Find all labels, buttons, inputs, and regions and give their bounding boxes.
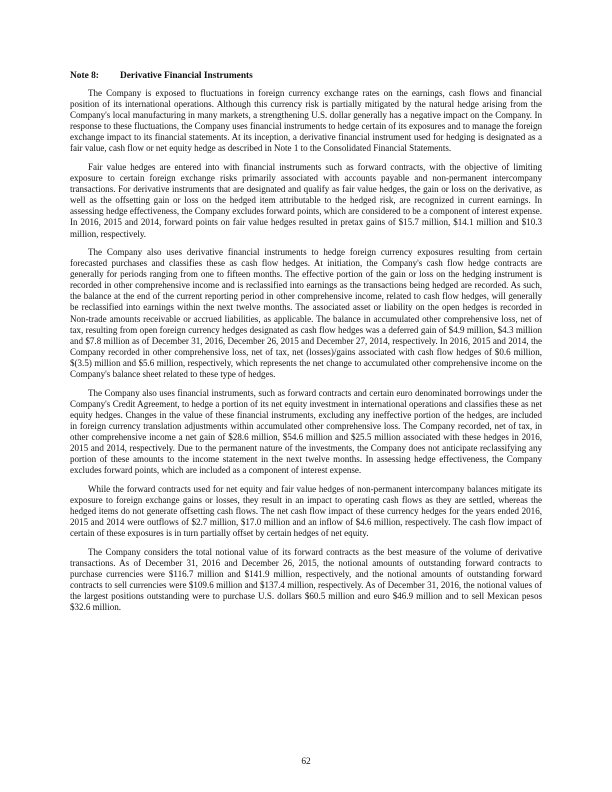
note-title: Derivative Financial Instruments	[120, 71, 253, 81]
paragraph-cash-flow-impact: While the forward contracts used for net equity and fair value hedges of non-permanent intercompany balances mitigate its exposure to foreign exchange gains or losses, they result in an impact to operating cash flows as they are settled, whereas the hedged items do not generate offsetting cash flows. The net cash flow impact of these currency hedges for the years ended 2016, 2015 and 2014 were outflows of $2.7 million, $17.0 million and an inflow of $4.6 million, respectively. The cash flow impact of certain of these exposures is in turn partially offset by certain hedges of net equity.	[70, 483, 542, 539]
note-number: Note 8:	[70, 71, 99, 81]
page-number: 62	[301, 757, 311, 767]
paragraph-net-equity-hedges: The Company also uses financial instruments, such as forward contracts and certain euro denominated borrowings under the Company's Credit Agreement, to hedge a portion of its net equity investment in international operations and classifies these as net equity hedges. Changes in the value of these financial instruments, excluding any ineffective portion of the hedges, are included in foreign currency translation adjustments within accumulated other comprehensive loss. The Company recorded, net of tax, in other comprehensive income a net gain of $28.6 million, $54.6 million and $25.5 million associated with these hedges in 2016, 2015 and 2014, respectively. Due to the permanent nature of the investments, the Company does not anticipate reclassifying any portion of these amounts to the income statement in the next twelve months. In assessing hedge effectiveness, the Company excludes forward points, which are included as a component of interest expense.	[70, 387, 542, 476]
paragraph-fair-value-hedges: Fair value hedges are entered into with financial instruments such as forward contracts, with the objective of limiting exposure to certain foreign exchange risks primarily associated with accounts payable and non-permanent intercompany transactions. For derivative instruments that are designated and qualify as fair value hedges, the gain or loss on the derivative, as well as the offsetting gain or loss on the hedged item attributable to the hedged risk, are recognized in current earnings. In assessing hedge effectiveness, the Company excludes forward points, which are considered to be a component of interest expense. In 2016, 2015 and 2014, forward points on fair value hedges resulted in pretax gains of $15.7 million, $14.1 million and $10.3 million, respectively.	[70, 161, 542, 239]
note-heading	[70, 70, 542, 82]
paragraph-cash-flow-hedges: The Company also uses derivative financial instruments to hedge foreign currency exposures resulting from certain forecasted purchases and classifies these as cash flow hedges. At initiation, the Company's cash flow hedge contracts are generally for periods ranging from one to fifteen months. The effective portion of the gain or loss on the hedging instrument is recorded in other comprehensive income and is reclassified into earnings as the transactions being hedged are recorded. As such, the balance at the end of the current reporting period in other comprehensive income, related to cash flow hedges, will generally be reclassified into earnings within the next twelve months. The associated asset or liability on the open hedges is recorded in Non-trade amounts receivable or accrued liabilities, as applicable. The balance in accumulated other comprehensive loss, net of tax, resulting from open foreign currency hedges designated as cash flow hedges was a deferred gain of $4.9 million, $4.3 million and $7.8 million as of December 31, 2016, December 26, 2015 and December 27, 2014, respectively. In 2016, 2015 and 2014, the Company recorded in other comprehensive loss, net of tax, net (losses)/gains associated with cash flow hedges of $0.6 million, $(3.5) million and $5.6 million, respectively, which represents the net change to accumulated other comprehensive income on the Company's balance sheet related to these type of hedges.	[70, 247, 542, 380]
paragraph-notional-value: The Company considers the total notional value of its forward contracts as the best measure of the volume of derivative transactions. As of December 31, 2016 and December 26, 2015, the notional amounts of outstanding forward contracts to purchase currencies were $116.7 million and $141.9 million, respectively, and the notional amounts of outstanding forward contracts to sell currencies were $109.6 million and $137.4 million, respectively. As of December 31, 2016, the notional values of the largest positions outstanding were to purchase U.S. dollars $60.5 million and euro $46.9 million and to sell Mexican pesos $32.6 million.	[70, 546, 542, 612]
document-page	[70, 70, 542, 620]
paragraph-overview: The Company is exposed to fluctuations in foreign currency exchange rates on the earnings, cash flows and financial position of its international operations. Although this currency risk is partially mitigated by the natural hedge arising from the Company's local manufacturing in many markets, a strengthening U.S. dollar generally has a negative impact on the Company. In response to these fluctuations, the Company uses financial instruments to hedge certain of its exposures and to manage the foreign exchange impact to its financial statements. At its inception, a derivative financial instrument used for hedging is designated as a fair value, cash flow or net equity hedge as described in Note 1 to the Consolidated Financial Statements.	[70, 88, 542, 154]
